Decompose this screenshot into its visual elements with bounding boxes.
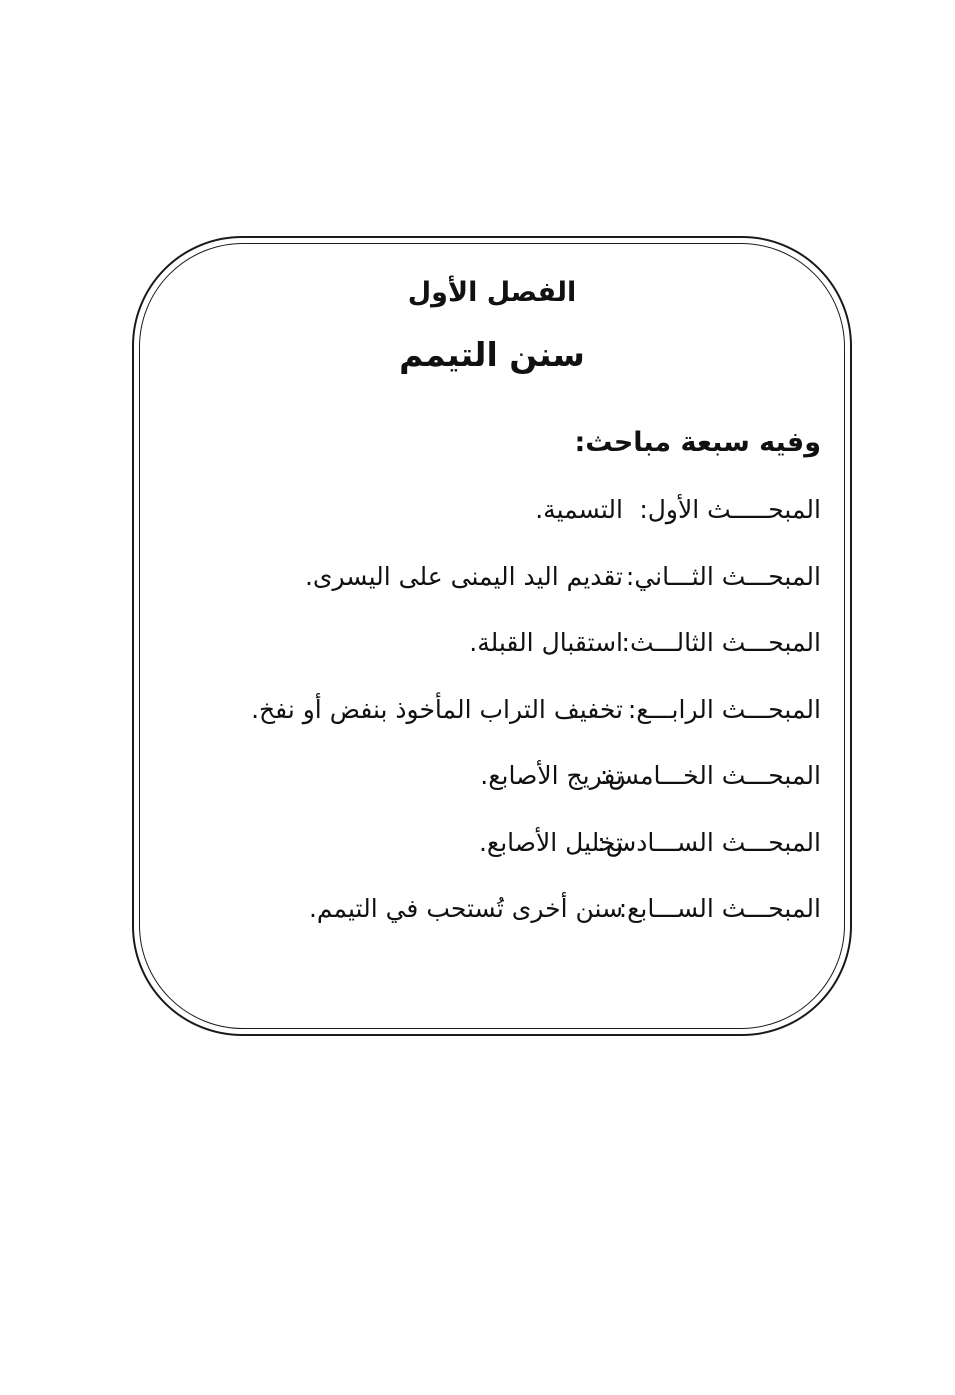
chapter-subject-title: سنن التيمم (399, 335, 585, 374)
section-label: المبحـــث الســـابع: (618, 894, 821, 923)
section-title: تفريج الأصابع. (480, 761, 623, 790)
section-item-5 (159, 756, 821, 823)
section-title: التسمية. (535, 495, 623, 524)
section-title: استقبال القبلة. (469, 628, 623, 657)
section-item-6 (159, 823, 821, 890)
section-item-4 (159, 690, 821, 757)
section-title: تقديم اليد اليمنى على اليسرى. (304, 561, 623, 591)
section-label: المبحـــث الخـــامس: (599, 761, 821, 790)
sections-list (159, 490, 821, 956)
sections-intro: وفيه سبعة مباحث: (574, 427, 821, 458)
section-label: المبحـــث الثالـــث: (621, 628, 821, 657)
section-title: تخفيف التراب المأخوذ بنفض أو نفخ. (251, 694, 623, 724)
section-label: المبحـــث الرابـــع: (627, 694, 821, 724)
section-title: تخليل الأصابع. (478, 827, 623, 857)
chapter-heading: الفصل الأول (407, 277, 577, 308)
section-item-7 (159, 889, 821, 956)
chapter-box (139, 243, 845, 1029)
section-label: المبحـــث الثـــاني: (625, 561, 821, 591)
section-label: المبحـــث الســـادس: (597, 827, 821, 857)
section-label: المبحـــــث الأول: (639, 495, 821, 524)
section-item-3 (159, 623, 821, 690)
section-item-1 (159, 490, 821, 557)
section-item-2 (159, 557, 821, 624)
section-title: سنن أخرى تُستحب في التيمم. (308, 894, 623, 923)
